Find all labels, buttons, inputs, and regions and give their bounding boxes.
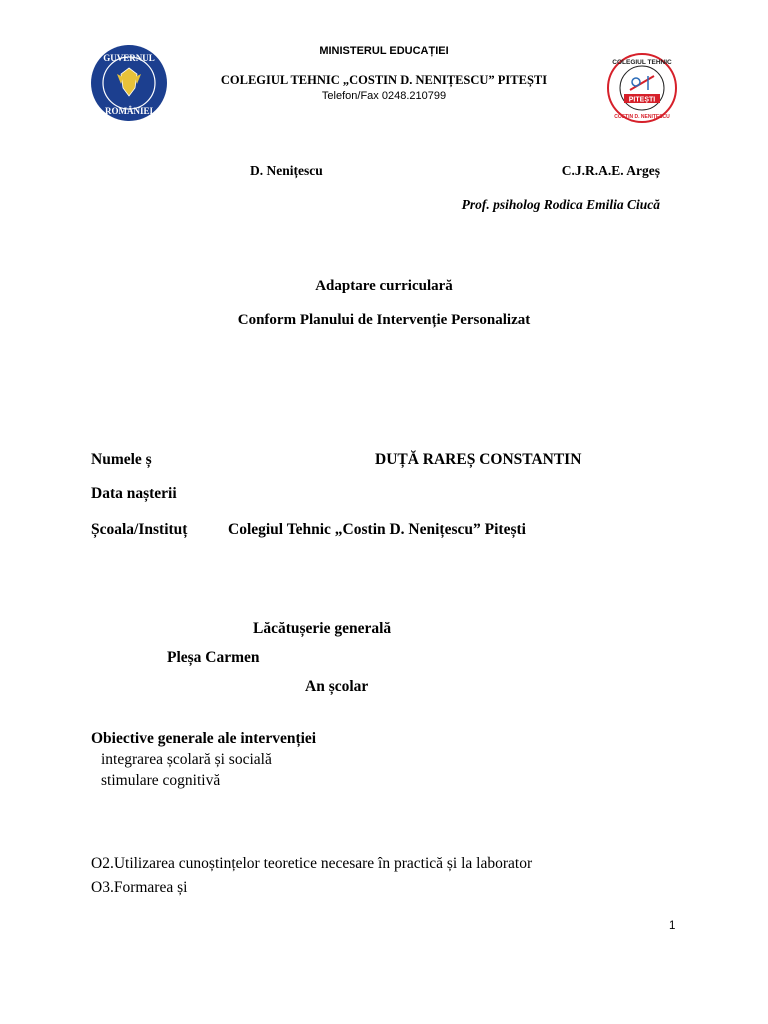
phone-fax: Telefon/Fax 0248.210799 [321, 90, 447, 102]
student-name-value: DUȚĂ RAREȘ CONSTANTIN [375, 451, 582, 468]
psychologist-name: Prof. psiholog Rodica Emilia Ciucă [461, 197, 660, 212]
subject-name: Lăcătușerie generală [253, 620, 392, 637]
svg-text:PITEȘTI: PITEȘTI [628, 96, 656, 104]
signature-left: D. Nenițescu [250, 163, 323, 178]
objective-o2: O2.Utilizarea cunoștințelor teoretice necesare în practică și la laborator [91, 855, 533, 872]
signature-right: C.J.R.A.E. Argeș [561, 163, 660, 178]
objective-item: stimulare cognitivă [101, 772, 221, 789]
svg-text:GUVERNUL: GUVERNUL [103, 53, 155, 63]
objective-o3: O3.Formarea și [91, 879, 188, 896]
svg-text:ROMÂNIEI: ROMÂNIEI [104, 106, 154, 116]
birth-date-label: Data nașterii [91, 485, 177, 502]
objectives-heading: Obiective generale ale intervenției [91, 730, 317, 747]
svg-text:COSTIN D. NENIȚESCU: COSTIN D. NENIȚESCU [614, 114, 670, 120]
ministry-name: MINISTERUL EDUCAȚIEI [319, 45, 449, 57]
school-label: Școala/Instituț [91, 521, 188, 538]
school-value: Colegiul Tehnic „Costin D. Nenițescu” Pitești [228, 521, 526, 538]
student-name-label: Numele ș [91, 451, 152, 468]
svg-text:COLEGIUL TEHNIC: COLEGIUL TEHNIC [612, 59, 672, 66]
objective-item: integrarea școlară și socială [101, 751, 272, 768]
school-year-label: An școlar [305, 678, 369, 695]
page-number: 1 [669, 920, 676, 932]
document-subtitle: Conform Planului de Intervenție Personalizat [237, 312, 531, 328]
colegiul-tehnic-logo [606, 52, 678, 124]
teacher-name: Pleșa Carmen [167, 649, 260, 666]
school-name-header: COLEGIUL TEHNIC „COSTIN D. NENIȚESCU” PITEȘTI [220, 73, 548, 87]
document-title: Adaptare curriculară [315, 278, 453, 294]
